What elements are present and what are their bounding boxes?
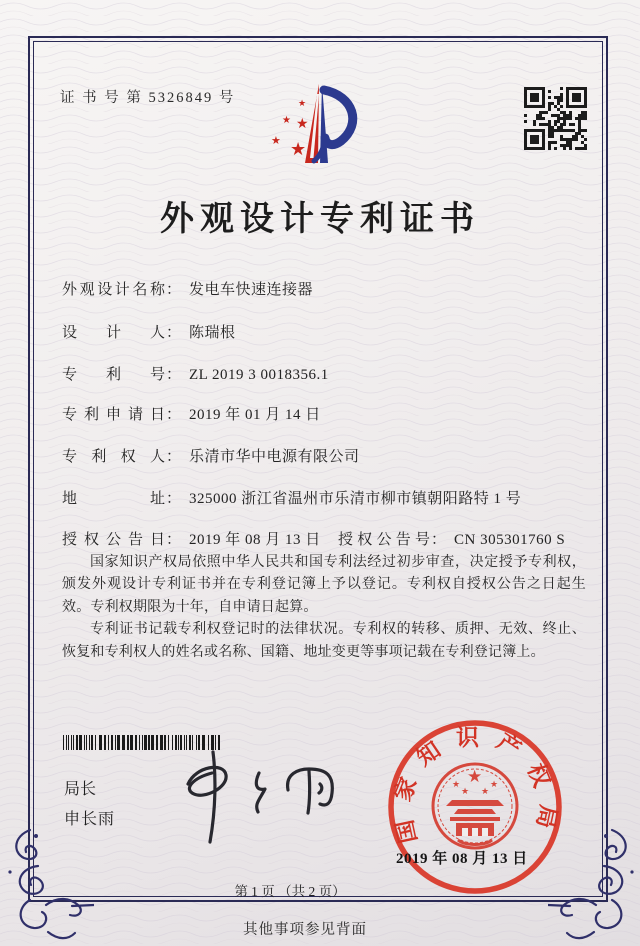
seal-date: 2019 年 08 月 13 日 — [396, 851, 528, 867]
colon: ： — [166, 282, 182, 298]
svg-text:★: ★ — [282, 115, 291, 126]
field-value: 发电车快速连接器 — [189, 282, 314, 298]
handwritten-signature — [170, 746, 355, 851]
field-value: 325000 浙江省温州市乐清市柳市镇朝阳路特 1 号 — [189, 491, 522, 507]
official-seal — [380, 714, 570, 904]
field-value: ZL 2019 3 0018356.1 — [189, 367, 329, 383]
field-label: 授权公告日 — [62, 532, 165, 548]
commissioner-name: 申长雨 — [64, 811, 116, 828]
field-row-design-name — [62, 278, 592, 299]
colon: ： — [166, 491, 182, 507]
national-emblem-icon — [433, 764, 517, 848]
svg-text:★: ★ — [290, 139, 307, 160]
svg-text:★: ★ — [296, 116, 309, 132]
svg-text:★: ★ — [467, 767, 483, 787]
field-value: 陈瑞根 — [189, 325, 236, 341]
field-row-filing-date — [62, 403, 592, 424]
colon: ： — [166, 532, 182, 548]
svg-text:★: ★ — [298, 99, 307, 109]
colon: ： — [431, 532, 447, 548]
svg-text:★: ★ — [461, 787, 470, 797]
field-label: 地址 — [62, 491, 165, 507]
field-value: CN 305301760 S — [454, 532, 566, 548]
legal-paragraph-2: 专利证书记载专利权登记时的法律状况。专利权的转移、质押、无效、终止、恢复和专利权人的姓名或名称、国籍、地址变更等事项记载在专利登记簿上。 — [62, 622, 586, 660]
svg-text:★: ★ — [271, 134, 281, 147]
legal-text-block — [62, 552, 586, 664]
colon: ： — [166, 367, 182, 383]
seal-agency-text: 国家知识产权局 — [388, 724, 562, 846]
colon: ： — [166, 407, 182, 423]
field-row-patent-number — [62, 363, 592, 384]
field-grant-number — [338, 528, 565, 549]
field-row-designer — [62, 321, 592, 342]
field-value: 2019 年 08 月 13 日 — [189, 532, 321, 548]
field-label: 专利权人 — [62, 449, 165, 465]
legal-paragraph-1: 国家知识产权局依照中华人民共和国专利法经过初步审查，决定授予专利权，颁发外观设计专利证书并在专利登记簿上予以登记。专利权自授权公告之日起生效。专利权期限为十年，自申请日起算。 — [62, 555, 586, 615]
page-indicator: 第 1 页 （共 2 页） — [234, 884, 346, 899]
svg-text:★: ★ — [490, 780, 499, 790]
svg-text:★: ★ — [452, 780, 461, 790]
field-label: 设计人 — [62, 325, 165, 341]
cnipa-logo-icon — [238, 68, 408, 176]
colon: ： — [166, 449, 182, 465]
field-label: 授权公告号 — [338, 532, 430, 548]
qr-code — [524, 87, 587, 150]
field-row-address — [62, 487, 592, 508]
field-row-grant-date — [62, 528, 592, 549]
field-row-patentee — [62, 445, 592, 466]
field-value: 乐清市华中电源有限公司 — [189, 449, 360, 465]
field-label: 专利申请日 — [62, 407, 165, 423]
commissioner-title: 局长 — [64, 781, 97, 798]
certificate-number: 证 书 号 第 5326849 号 — [60, 90, 236, 106]
field-value: 2019 年 01 月 14 日 — [189, 407, 321, 423]
field-label: 外观设计名称 — [62, 282, 165, 298]
colon: ： — [166, 325, 182, 341]
svg-text:★: ★ — [481, 787, 490, 797]
corner-flourish-icon — [548, 828, 640, 946]
field-label: 专利号 — [62, 367, 165, 383]
certificate-title: 外观设计专利证书 — [160, 201, 480, 238]
back-side-note: 其他事项参见背面 — [243, 922, 367, 938]
corner-flourish-icon — [2, 828, 94, 946]
